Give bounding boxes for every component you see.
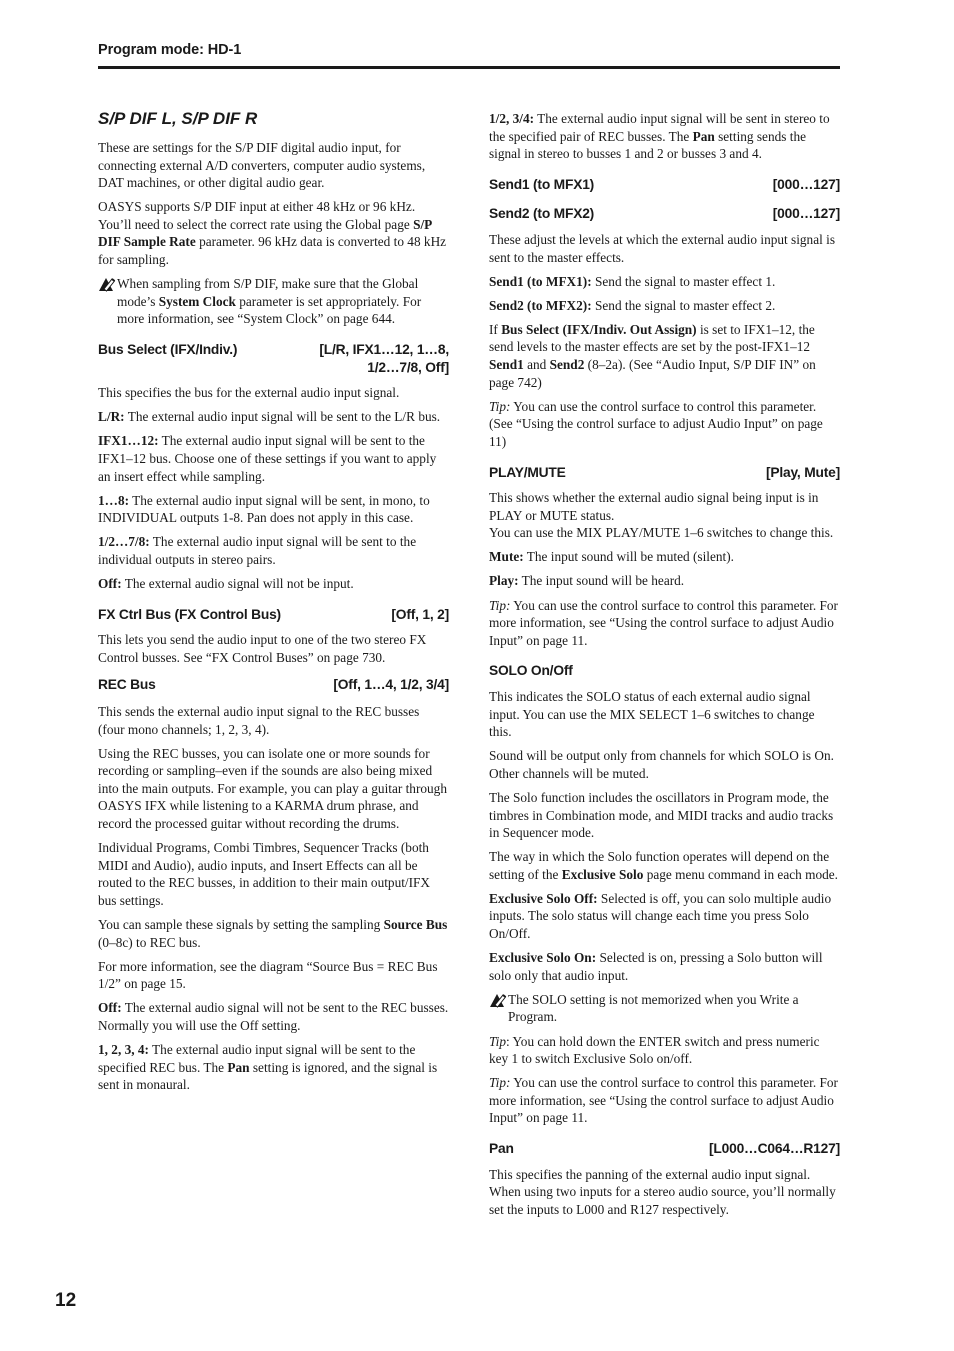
play-mute-tip: Tip: You can use the control surface to control this parameter. For more information, see “Using the control surface to adjust Audio Input” on page 11. [489,597,838,648]
rec-bus-p3: Individual Programs, Combi Timbres, Sequencer Tracks (both MIDI and Audio), audio inputs, and Insert Effects can all be routed to the REC busses, in addition to their main output/IFX bus settings. [98,840,431,908]
pan-desc: This specifies the panning of the external audio input signal. When using two inputs for a stereo audio source, you’ll normally set the inputs to L000 and R127 respectively. [489,1166,836,1217]
play-mute-play: Play: The input sound will be heard. [489,573,685,589]
note-text: The SOLO setting is not memorized when you Write a Program. [508,991,799,1025]
param-range: [L000…C064…R127] [709,1141,840,1156]
rec-bus-mono: 1, 2, 3, 4: The external audio input signal will be sent to the specified REC bus. The Pan setting is ignored, and the signal is sent in monaural. [98,1042,438,1093]
solo-tip-1: Tip: You can hold down the ENTER switch and press numeric key 1 to switch Exclusive Solo on/off. [489,1033,820,1067]
param-name: Send1 (to MFX1) [489,176,595,192]
param-solo [489,662,840,680]
param-play-mute [489,464,840,482]
param-send2 [489,205,840,223]
running-head: Program mode: HD-1 [98,42,242,58]
play-mute-mute: Mute: The input sound will be muted (silent). [489,549,734,565]
header-rule [98,66,840,69]
param-name: Bus Select (IFX/Indiv.) [98,341,238,357]
send2-def: Send2 (to MFX2): Send the signal to master effect 2. [489,297,776,313]
param-range: [Play, Mute] [765,464,840,480]
param-bus-select [98,341,449,376]
intro-paragraph-2: OASYS supports S/P DIF input at either 48 kHz or 96 kHz. You’ll need to select the correct rate using the Global page S/P DIF Sample Rate parameter. 96 kHz data is converted to 48 kHz for sampling. [98,199,447,268]
param-name: FX Ctrl Bus (FX Control Bus) [98,606,281,622]
solo-p1: This indicates the SOLO status of each external audio signal input. You can use the MIX SELECT 1–6 switches to change this. [489,688,815,740]
rec-bus-p5: For more information, see the diagram “Source Bus = REC Bus 1/2” on page 15. [98,958,438,992]
param-name: Send2 (to MFX2) [489,206,595,222]
param-rec-bus [98,676,449,694]
solo-ex-on: Exclusive Solo On: Selected is on, pressing a Solo button will solo only that audio input. [489,950,823,983]
rec-bus-p1: This sends the external audio input signal to the REC busses (four mono channels; 1, 2, 3, 4). [98,703,420,737]
param-range: [000…127] [772,176,840,192]
param-name: Pan [489,1141,514,1156]
send-note: If Bus Select (IFX/Indiv. Out Assign) is set to IFX1–12, the send levels to the master effects are set by the post-IFX1–12 Send1 and Send2 (8–2a). (See “Audio Input, S/P DIF IN” on page 742) [489,321,816,390]
fx-ctrl-desc: This lets you send the audio input to one of the two stereo FX Control busses. See “FX Control Buses” on page 730. [98,632,427,665]
param-range: [000…127] [772,206,840,222]
caution-pencil-icon [489,992,507,1008]
bus-select-desc: This specifies the bus for the external audio input signal. [98,385,400,401]
intro-paragraph-1: These are settings for the S/P DIF digital audio input, for connecting external A/D converters, computer audio systems, DAT machines, or other digital audio gear. [98,140,426,191]
rec-bus-p2: Using the REC busses, you can isolate one or more sounds for recording or sampling–even if the sounds are also being mixed into the main outputs. For example, you can play a guitar through OASYS IFX while listening to a KARMA drum phrase, and record the processed guitar without recording the drums. [98,745,447,831]
note-text: When sampling from S/P DIF, make sure that the Global mode’s System Clock parameter is set appropriately. For more information, see “System Clock” on page 644. [117,276,422,327]
send-desc: These adjust the levels at which the external audio input signal is sent to the master effects. [489,231,835,265]
note-solo-memorized [489,991,840,1026]
rec-bus-off: Off: The external audio signal will not be sent to the REC busses. Normally you will use the Off setting. [98,1000,449,1033]
solo-ex-off: Exclusive Solo Off: Selected is off, you can solo multiple audio inputs. The solo status will change each time you press Solo On/Off. [489,890,832,942]
bus-select-stereo: 1/2…7/8: The external audio input signal will be sent to the individual outputs in stereo pairs. [98,534,417,567]
right-column [489,110,840,1225]
param-fx-ctrl-bus [98,606,449,624]
rec-bus-stereo: 1/2, 3/4: The external audio input signal will be sent in stereo to the specified pair of REC busses. The Pan setting sends the signal in stereo to busses 1 and 2 or busses 3 and 4. [489,111,830,162]
note-system-clock [98,275,449,328]
send-tip: Tip: You can use the control surface to control this parameter. (See “Using the control surface to adjust Audio Input” on page 11) [489,398,823,449]
param-name: REC Bus [98,677,156,693]
send1-def: Send1 (to MFX1): Send the signal to master effect 1. [489,273,776,289]
caution-pencil-icon [98,276,116,292]
param-range: [Off, 1, 2] [391,606,449,622]
page-number: 12 [55,1290,77,1311]
param-send1 [489,176,840,194]
param-pan [489,1140,840,1158]
section-title: S/P DIF L, S/P DIF R [98,109,258,128]
play-mute-desc: This shows whether the external audio signal being input is in PLAY or MUTE status. You can use the MIX PLAY/MUTE 1–6 switches to change this. [489,490,834,541]
solo-tip-2: Tip: You can use the control surface to control this parameter. For more information, see “Using the control surface to adjust Audio Input” on page 11. [489,1075,838,1126]
bus-select-ifx: IFX1…12: The external audio input signal will be sent to the IFX1–12 bus. Choose one of these settings if you want to apply an insert effect while sampling. [98,433,437,484]
solo-p2: Sound will be output only from channels for which SOLO is On. Other channels will be muted. [489,748,834,781]
solo-p3: The Solo function includes the oscillators in Program mode, the timbres in Combination mode, and MIDI tracks and audio tracks in Sequencer mode. [489,789,834,841]
rec-bus-p4: You can sample these signals by setting the sampling Source Bus (0–8c) to REC bus. [98,916,448,950]
param-range: [L/R, IFX1…12, 1…8, 1/2…7/8, Off] [319,341,449,375]
left-column [98,104,449,1100]
bus-select-mono: 1…8: The external audio input signal will be sent, in mono, to INDIVIDUAL outputs 1-8. Pan does not apply in this case. [98,492,430,526]
bus-select-lr: L/R: The external audio input signal will be sent to the L/R bus. [98,409,441,425]
bus-select-off: Off: The external audio signal will not be input. [98,575,354,591]
param-name: PLAY/MUTE [489,464,566,480]
param-name: SOLO On/Off [489,663,573,679]
param-range: [Off, 1…4, 1/2, 3/4] [333,677,449,693]
solo-p4: The way in which the Solo function operates will depend on the setting of the Exclusive Solo page menu command in each mode. [489,849,838,882]
